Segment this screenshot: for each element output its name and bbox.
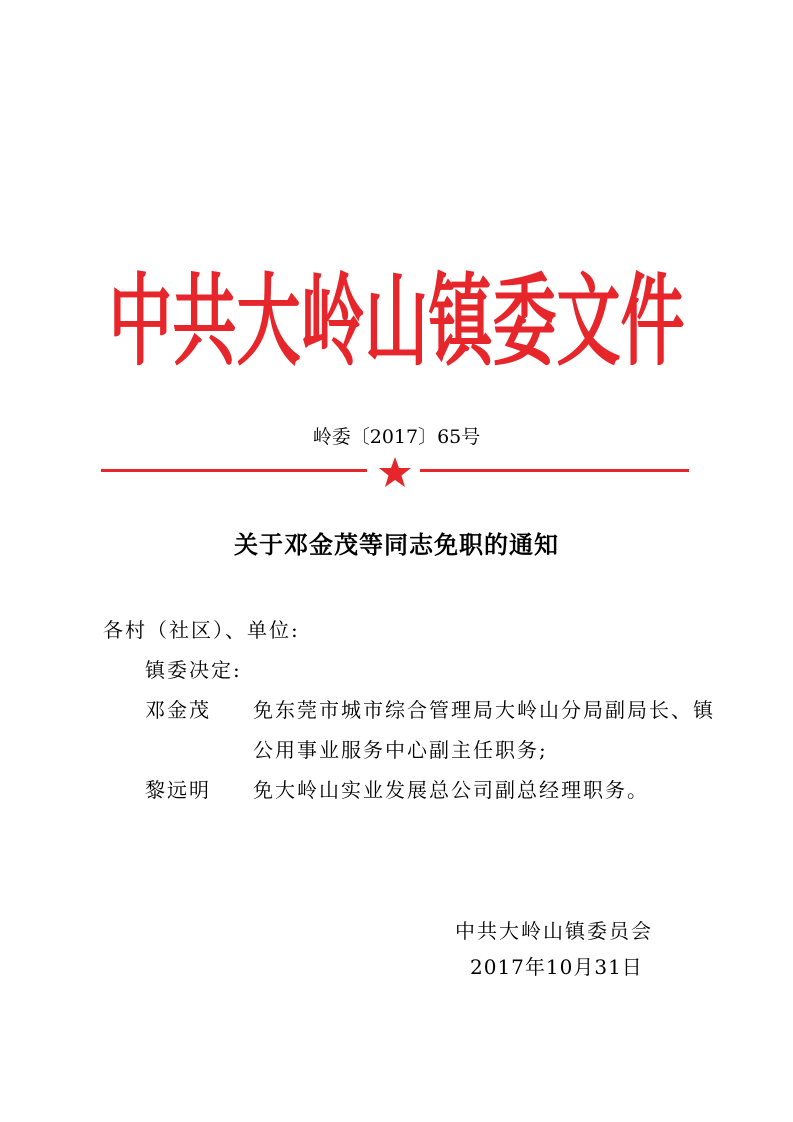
person-name: 邓金茂 — [145, 698, 211, 722]
dismissal-text-continued: 公用事业服务中心副主任职务; — [253, 738, 548, 762]
red-divider-right — [420, 469, 689, 472]
document-number: 岭委〔2017〕65号 — [312, 426, 481, 448]
salutation: 各村（社区）、单位: — [103, 618, 300, 642]
masthead-title — [0, 265, 793, 381]
dismissal-text: 免大岭山实业发展总公司副总经理职务。 — [253, 778, 649, 802]
masthead-text: 中共大岭山镇委文件 — [108, 265, 685, 381]
star-icon — [378, 456, 412, 488]
dismissal-text: 免东莞市城市综合管理局大岭山分局副局长、镇 — [253, 698, 715, 722]
issuing-organization: 中共大岭山镇委员会 — [455, 919, 653, 943]
person-name: 黎远明 — [145, 778, 211, 802]
decision-intro: 镇委决定: — [145, 658, 242, 682]
issue-date: 2017年10月31日 — [470, 955, 643, 979]
notice-title: 关于邓金茂等同志免职的通知 — [234, 530, 559, 559]
red-divider-left — [101, 469, 367, 472]
